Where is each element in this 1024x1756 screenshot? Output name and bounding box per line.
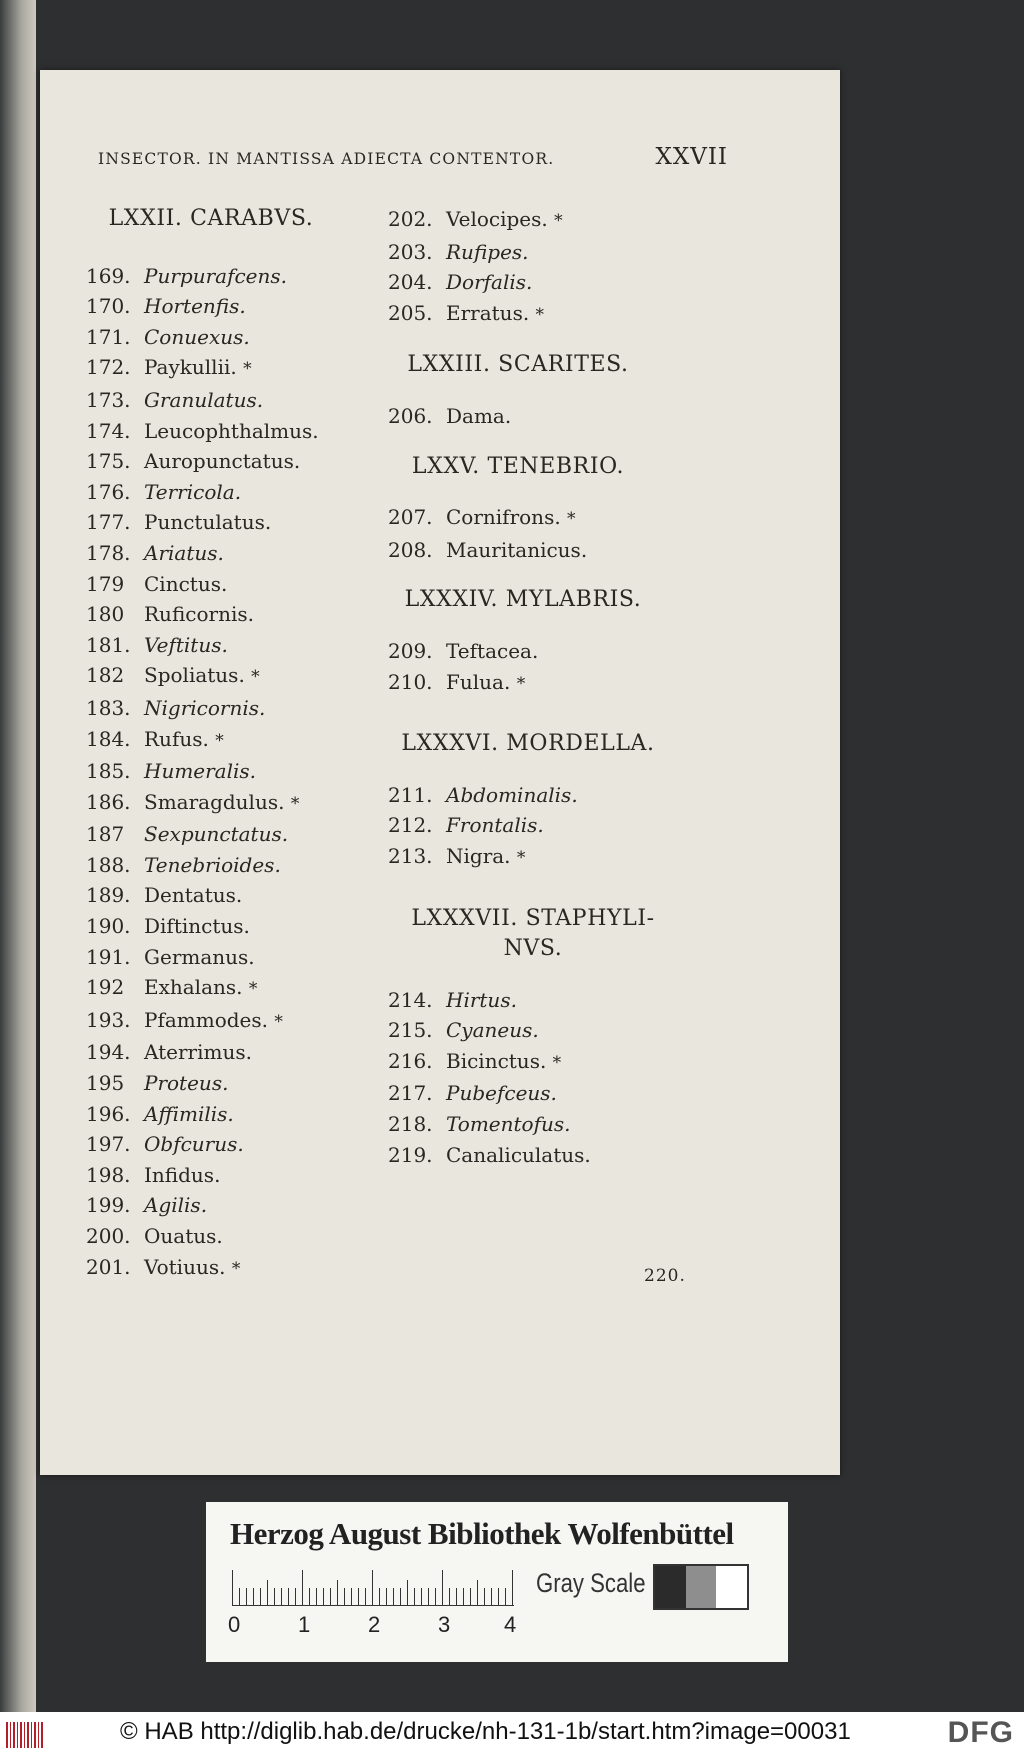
species-name: Affimilis. — [144, 1101, 234, 1126]
asterisk-mark: * — [567, 509, 576, 530]
asterisk-mark: * — [248, 979, 258, 1000]
entry-number: 207. — [388, 505, 433, 530]
entry-number: 219. — [388, 1142, 433, 1167]
ruler-tick — [281, 1588, 282, 1606]
catalog-entry — [388, 298, 678, 331]
species-name: Granulatus. — [144, 387, 264, 412]
footer-bar — [0, 1712, 1024, 1756]
entry-list — [86, 261, 336, 1285]
section-heading: LXXXVI. MORDELLA. — [401, 731, 655, 757]
section-heading: LXXIII. SCARITES. — [407, 352, 629, 378]
species-name: Pubefceus. — [446, 1081, 557, 1106]
species-name: Conuexus. — [144, 324, 250, 349]
ruler-label: 4 — [504, 1612, 517, 1637]
entry-number: 187 — [86, 822, 125, 847]
ruler-tick — [477, 1580, 478, 1606]
ruler-tick — [302, 1570, 303, 1606]
species-name: Leucophthalmus. — [144, 418, 319, 443]
entry-number: 206. — [388, 403, 433, 428]
entry-number: 173. — [86, 387, 131, 412]
catalog-entry — [86, 942, 336, 973]
entry-number: 196. — [86, 1101, 131, 1126]
species-name: Frontalis. — [446, 813, 544, 838]
catalog-entry — [86, 972, 336, 1005]
catalog-entry — [86, 477, 336, 508]
species-name: Nigra. — [446, 843, 511, 868]
entry-number: 176. — [86, 479, 131, 504]
ruler-tick — [386, 1588, 387, 1606]
entry-number: 216. — [388, 1048, 433, 1073]
asterisk-mark: * — [274, 1011, 283, 1032]
ruler-tick — [344, 1588, 345, 1606]
entry-number: 213. — [388, 843, 433, 868]
catalog-entry — [86, 1099, 336, 1130]
asterisk-mark: * — [243, 359, 252, 380]
column-right — [388, 204, 678, 1170]
entry-number: 186. — [86, 789, 131, 814]
catalog-entry — [388, 1046, 678, 1079]
catalog-entry — [388, 667, 678, 700]
entry-list — [388, 502, 678, 565]
catalog-entry — [388, 535, 678, 566]
running-title: INSECTOR. IN MANTISSA ADIECTA CONTENTOR. — [98, 150, 555, 168]
ruler-tick — [449, 1588, 450, 1606]
species-name: Rufipes. — [446, 239, 529, 264]
species-name: Erratus. — [446, 300, 530, 325]
catalog-entry — [86, 911, 336, 942]
entry-list — [388, 985, 678, 1171]
catalog-entry — [86, 819, 336, 850]
entry-number: 193. — [86, 1007, 131, 1032]
entry-number: 218. — [388, 1112, 433, 1137]
species-name: Cornifrons. — [446, 505, 561, 530]
entry-number: 188. — [86, 852, 131, 877]
catalog-entry — [388, 1109, 678, 1140]
ruler-tick — [288, 1588, 289, 1606]
swatch-dark — [655, 1566, 686, 1608]
species-name: Ruficornis. — [144, 602, 254, 627]
entry-number: 183. — [86, 695, 131, 720]
section-heading: LXXV. TENEBRIO. — [411, 453, 625, 479]
asterisk-mark: * — [251, 667, 260, 688]
catalog-entry — [86, 1252, 336, 1285]
ruler-tick — [372, 1570, 373, 1606]
catalog-entry — [388, 267, 678, 298]
entry-number: 204. — [388, 270, 433, 295]
entry-number: 191. — [86, 944, 131, 969]
species-name: Infidus. — [144, 1162, 221, 1187]
catalog-entry — [86, 261, 336, 292]
ruler-tick — [512, 1570, 513, 1606]
entry-number: 197. — [86, 1132, 131, 1157]
catalog-entry — [86, 880, 336, 911]
barcode-icon — [6, 1722, 44, 1748]
ruler-tick — [267, 1580, 268, 1606]
ruler-tick — [407, 1580, 408, 1606]
entry-number: 181. — [86, 632, 131, 657]
ruler-tick — [337, 1580, 338, 1606]
catalog-entry — [388, 810, 678, 841]
entry-number: 189. — [86, 883, 131, 908]
entry-number: 198. — [86, 1162, 131, 1187]
ruler-tick — [330, 1588, 331, 1606]
catalog-entry — [388, 237, 678, 268]
ruler-tick — [323, 1588, 324, 1606]
species-name: Paykullii. — [144, 355, 237, 380]
species-name: Tenebrioides. — [144, 852, 281, 877]
ruler-tick — [421, 1588, 422, 1606]
ruler-tick — [505, 1588, 506, 1606]
species-name: Abdominalis. — [446, 782, 578, 807]
species-name: Veftitus. — [144, 632, 228, 657]
entry-number: 208. — [388, 537, 433, 562]
entry-number: 215. — [388, 1018, 433, 1043]
ruler-tick — [365, 1588, 366, 1606]
species-name: Purpurafcens. — [144, 263, 288, 288]
ruler-tick — [435, 1588, 436, 1606]
catalog-entry — [86, 1190, 336, 1221]
catalog-entry — [388, 1015, 678, 1046]
species-name: Dorfalis. — [446, 270, 533, 295]
asterisk-mark: * — [215, 730, 224, 751]
entry-number: 180 — [86, 602, 125, 627]
entry-number: 170. — [86, 294, 131, 319]
catalog-entry — [86, 1037, 336, 1068]
catalog-entry — [86, 538, 336, 569]
catalog-entry — [86, 416, 336, 447]
species-name: Auropunctatus. — [144, 449, 301, 474]
ruler-tick — [491, 1588, 492, 1606]
section-heading-continued: NVS. — [503, 936, 563, 962]
species-name: Hortenfis. — [144, 294, 246, 319]
species-name: Ariatus. — [144, 540, 224, 565]
entry-number: 209. — [388, 638, 433, 663]
entry-number: 174. — [86, 418, 131, 443]
catalog-entry — [388, 636, 678, 667]
catalog-entry — [86, 385, 336, 416]
ruler-tick — [428, 1588, 429, 1606]
ruler-tick — [498, 1588, 499, 1606]
ruler-tick — [246, 1588, 247, 1606]
species-name: Agilis. — [144, 1193, 208, 1218]
catalog-entry — [86, 446, 336, 477]
adjacent-page-edge — [0, 0, 36, 1756]
entry-number: 171. — [86, 324, 131, 349]
species-name: Velocipes. — [446, 207, 548, 231]
entry-number: 211. — [388, 782, 433, 807]
asterisk-mark: * — [290, 793, 300, 814]
ruler — [232, 1568, 514, 1606]
catalog-entry — [388, 841, 678, 874]
swatch-white — [716, 1566, 747, 1608]
page-number: XXVII — [655, 144, 728, 170]
catalog-entry — [86, 1068, 336, 1099]
entry-number: 217. — [388, 1081, 433, 1106]
species-name: Sexpunctatus. — [144, 822, 289, 847]
catalog-entry — [86, 322, 336, 353]
entry-number: 214. — [388, 987, 433, 1012]
entry-number: 182 — [86, 663, 125, 688]
ruler-tick — [351, 1588, 352, 1606]
ruler-tick — [470, 1588, 471, 1606]
catalog-entry — [388, 502, 678, 535]
entry-list — [388, 401, 678, 432]
ruler-tick — [274, 1588, 275, 1606]
section-heading: LXXII. CARABVS. — [108, 206, 314, 231]
ruler-label: 2 — [368, 1612, 381, 1637]
entry-number: 177. — [86, 510, 131, 535]
catchword: 220. — [644, 1266, 686, 1286]
catalog-entry — [86, 724, 336, 757]
asterisk-mark: * — [554, 211, 563, 231]
ruler-tick — [379, 1588, 380, 1606]
species-name: Aterrimus. — [144, 1040, 252, 1065]
entry-number: 200. — [86, 1224, 131, 1248]
gray-swatches — [653, 1564, 749, 1610]
species-name: Germanus. — [144, 944, 255, 969]
catalog-entry — [86, 850, 336, 881]
species-name: Nigricornis. — [144, 695, 266, 720]
ruler-label: 1 — [298, 1612, 311, 1637]
library-name: Herzog August Bibliothek Wolfenbüttel — [230, 1516, 734, 1551]
species-name: Dentatus. — [144, 883, 243, 908]
catalog-entry — [86, 291, 336, 322]
species-name: Proteus. — [144, 1071, 229, 1096]
asterisk-mark: * — [516, 847, 526, 868]
species-name: Hirtus. — [446, 987, 517, 1012]
entry-number: 195 — [86, 1071, 125, 1096]
entry-number: 175. — [86, 449, 131, 474]
entry-number: 201. — [86, 1254, 131, 1279]
species-name: Tomentofus. — [446, 1112, 571, 1137]
entry-number: 212. — [388, 813, 433, 838]
species-name: Smaragdulus. — [144, 789, 285, 814]
species-name: Obfcurus. — [144, 1132, 244, 1157]
catalog-entry — [86, 660, 336, 693]
catalog-entry — [86, 1005, 336, 1038]
gray-scale-label: Gray Scale — [536, 1568, 646, 1598]
entry-number: 203. — [388, 239, 433, 264]
entry-number: 210. — [388, 669, 433, 694]
species-name: Humeralis. — [144, 759, 257, 784]
entry-number: 190. — [86, 914, 131, 939]
asterisk-mark: * — [516, 673, 526, 694]
species-name: Cyaneus. — [446, 1018, 539, 1043]
ruler-tick — [393, 1588, 394, 1606]
catalog-entry — [86, 787, 336, 820]
running-header — [98, 144, 728, 170]
column-left — [86, 204, 336, 1284]
species-name: Punctulatus. — [144, 510, 272, 535]
asterisk-mark: * — [535, 304, 545, 325]
ruler-tick — [309, 1588, 310, 1606]
entry-number: 178. — [86, 540, 131, 565]
species-name: Rufus. — [144, 726, 209, 751]
species-name: Teftacea. — [446, 638, 539, 663]
catalog-entry — [86, 1129, 336, 1160]
section-heading: LXXXIV. MYLABRIS. — [404, 587, 642, 613]
catalog-entry — [86, 599, 336, 630]
species-name: Votiuus. — [144, 1254, 226, 1279]
catalog-entry — [388, 401, 678, 432]
ruler-tick — [260, 1588, 261, 1606]
source-credit: © HAB http://diglib.hab.de/drucke/nh-131-1b/start.htm?image=00031 — [120, 1718, 851, 1745]
entry-number: 184. — [86, 726, 131, 751]
catalog-entry — [86, 352, 336, 385]
species-name: Cinctus. — [144, 571, 228, 596]
catalog-entry — [388, 1140, 678, 1171]
asterisk-mark: * — [552, 1052, 562, 1073]
ruler-tick — [400, 1588, 401, 1606]
ruler-tick — [232, 1570, 233, 1606]
book-page — [40, 70, 840, 1475]
species-name: Terricola. — [144, 479, 242, 504]
catalog-entry — [86, 693, 336, 724]
ruler-label: 3 — [438, 1612, 451, 1637]
entry-list — [388, 636, 678, 699]
catalog-entry — [86, 507, 336, 538]
ruler-tick — [484, 1588, 485, 1606]
catalog-entry — [86, 630, 336, 661]
catalog-entry — [86, 1160, 336, 1191]
species-name: Canaliculatus. — [446, 1142, 591, 1167]
species-name: Diftinctus. — [144, 914, 250, 939]
species-name: Spoliatus. — [144, 663, 245, 688]
entry-list — [388, 204, 678, 330]
catalog-entry — [388, 1078, 678, 1109]
entry-number: 172. — [86, 355, 131, 380]
ruler-tick — [442, 1570, 443, 1606]
ruler-tick — [316, 1588, 317, 1606]
ruler-tick — [358, 1588, 359, 1606]
species-name: Fulua. — [446, 669, 511, 694]
asterisk-mark: * — [231, 1258, 241, 1279]
species-name: Ouatus. — [144, 1224, 223, 1248]
species-name: Pfammodes. — [144, 1007, 269, 1032]
color-scale-card — [206, 1502, 788, 1662]
ruler-tick — [463, 1588, 464, 1606]
entry-number: 179 — [86, 571, 125, 596]
species-name: Bicinctus. — [446, 1048, 547, 1073]
ruler-tick — [295, 1588, 296, 1606]
entry-number: 192 — [86, 975, 125, 1000]
ruler-tick — [239, 1588, 240, 1606]
entry-number: 199. — [86, 1193, 131, 1218]
catalog-entry — [86, 1221, 336, 1252]
swatch-mid — [686, 1566, 717, 1608]
section-heading: LXXXVII. STAPHYLI- — [411, 905, 655, 931]
catalog-entry — [388, 204, 678, 237]
dfg-logo: DFG — [947, 1716, 1014, 1749]
entry-number: 205. — [388, 300, 433, 325]
ruler-tick — [253, 1588, 254, 1606]
entry-number: 194. — [86, 1040, 131, 1065]
catalog-entry — [86, 569, 336, 600]
ruler-tick — [414, 1588, 415, 1606]
catalog-entry — [388, 985, 678, 1016]
ruler-label: 0 — [228, 1612, 241, 1637]
entry-number: 169. — [86, 263, 131, 288]
species-name: Mauritanicus. — [446, 537, 588, 562]
catalog-entry — [86, 756, 336, 787]
entry-number: 202. — [388, 207, 433, 231]
ruler-tick — [456, 1588, 457, 1606]
species-name: Dama. — [446, 403, 512, 428]
entry-number: 185. — [86, 759, 131, 784]
entry-list — [388, 780, 678, 874]
catalog-entry — [388, 780, 678, 811]
species-name: Exhalans. — [144, 975, 243, 1000]
